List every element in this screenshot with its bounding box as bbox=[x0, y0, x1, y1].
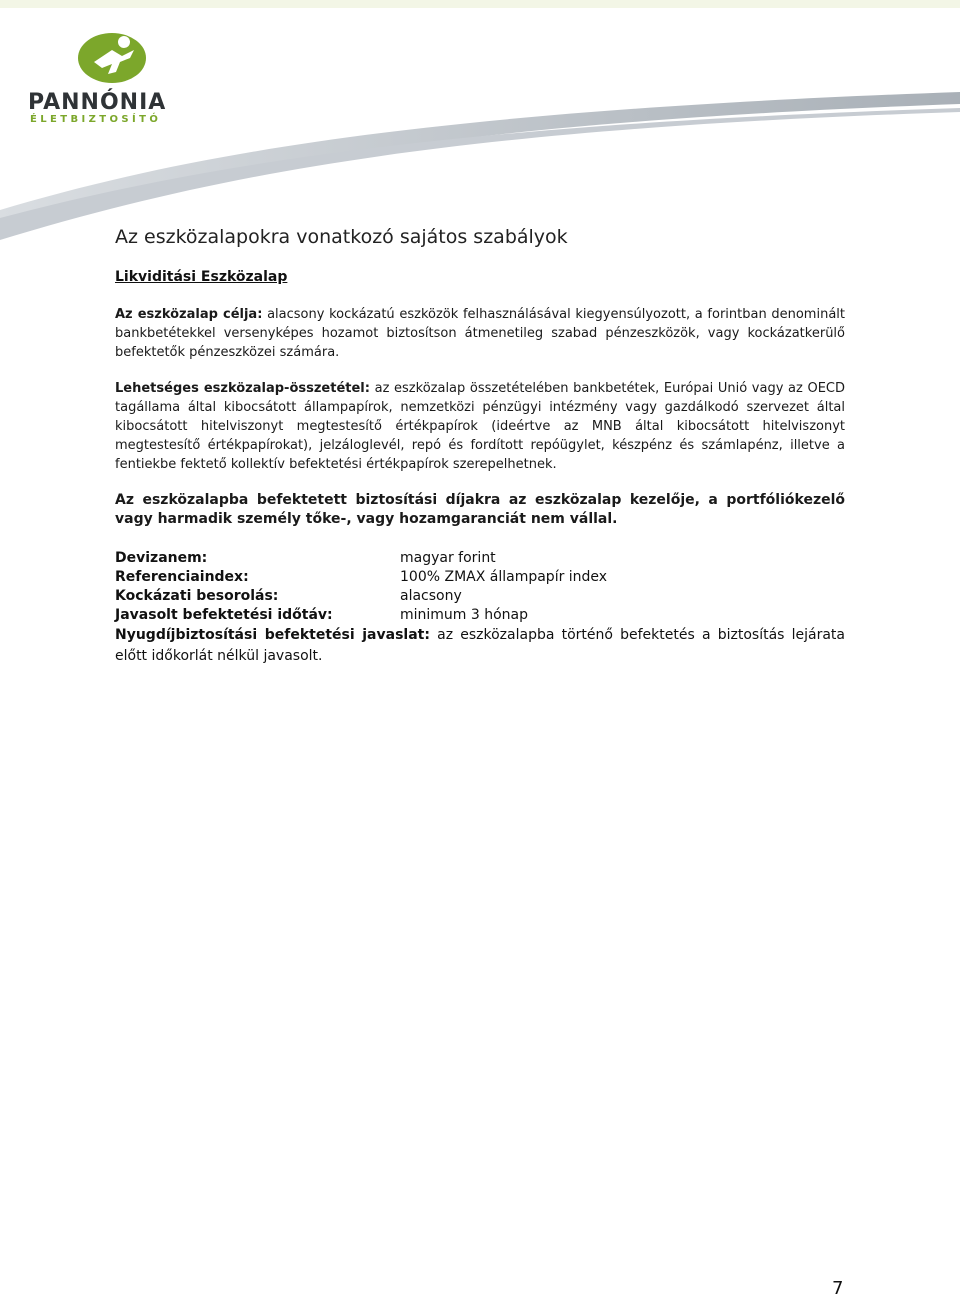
composition-text: az eszközalap összetételében bankbetétek, Európai Unió vagy az OECD tagállama által kibocsátott állampapírok, nemzetközi pénzügyi intézmény vagy gazdálkodó szervezet által kibocsátott hitelviszonyt megtestesítő értékpapírok (ideértve az MNB által kibocsátott hitelviszonyt megtestesítő értékpapírokat), jelzáloglevél, repó és fordított repóügylet, készpénz és számlapénz, illetve a fentiekbe fektető kollektív befektetési értékpapírok szerepelhetnek. bbox=[115, 381, 845, 472]
detail-label: Referenciaindex: bbox=[115, 569, 249, 585]
page-number: 7 bbox=[832, 1278, 844, 1299]
goal-paragraph bbox=[115, 305, 845, 362]
recommendation-text: az eszközalapba történő befektetés a biztosítás lejárata előtt időkorlát nélkül javasolt. bbox=[115, 627, 845, 664]
detail-value: magyar forint bbox=[400, 550, 496, 566]
recommendation-label: Nyugdíjbiztosítási befektetési javaslat: bbox=[115, 627, 430, 643]
detail-row-risk bbox=[115, 587, 845, 606]
document-body bbox=[115, 226, 845, 667]
detail-row-horizon bbox=[115, 606, 845, 625]
detail-value: 100% ZMAX állampapír index bbox=[400, 569, 608, 585]
goal-text: alacsony kockázatú eszközök felhasználásával kiegyensúlyozott, a forintban denominált bankbetétekkel versenyképes hozamot biztosítson átmenetileg szabad pénzeszközök, vagy kockázatkerülő befektetők pénzeszközei számára. bbox=[115, 307, 846, 360]
guarantee-paragraph: Az eszközalapba befektetett biztosítási díjakra az eszközalap kezelője, a portfóliókezelő vagy harmadik személy tőke-, vagy hozamgaranciát nem vállal. bbox=[115, 492, 845, 527]
goal-label: Az eszközalap célja: bbox=[115, 307, 263, 322]
composition-paragraph bbox=[115, 379, 845, 474]
running-figure-logo-icon bbox=[72, 28, 152, 88]
section-heading: Likviditási Eszközalap bbox=[115, 269, 288, 285]
detail-row-reference-index bbox=[115, 568, 845, 587]
details-list bbox=[115, 549, 845, 667]
detail-value: alacsony bbox=[400, 588, 462, 604]
detail-label: Devizanem: bbox=[115, 550, 208, 566]
composition-label: Lehetséges eszközalap-összetétel: bbox=[115, 381, 370, 396]
detail-value: minimum 3 hónap bbox=[400, 607, 529, 623]
header-band bbox=[0, 0, 960, 250]
detail-row-currency bbox=[115, 549, 845, 568]
page-title: Az eszközalapokra vonatkozó sajátos szabályok bbox=[115, 226, 568, 248]
brand-name: PANNÓNIA bbox=[28, 90, 167, 115]
detail-label: Kockázati besorolás: bbox=[115, 588, 279, 604]
recommendation-paragraph bbox=[115, 625, 845, 667]
detail-label: Javasolt befektetési időtáv: bbox=[115, 607, 333, 623]
brand-subtitle: ÉLETBIZTOSÍTÓ bbox=[30, 114, 162, 125]
